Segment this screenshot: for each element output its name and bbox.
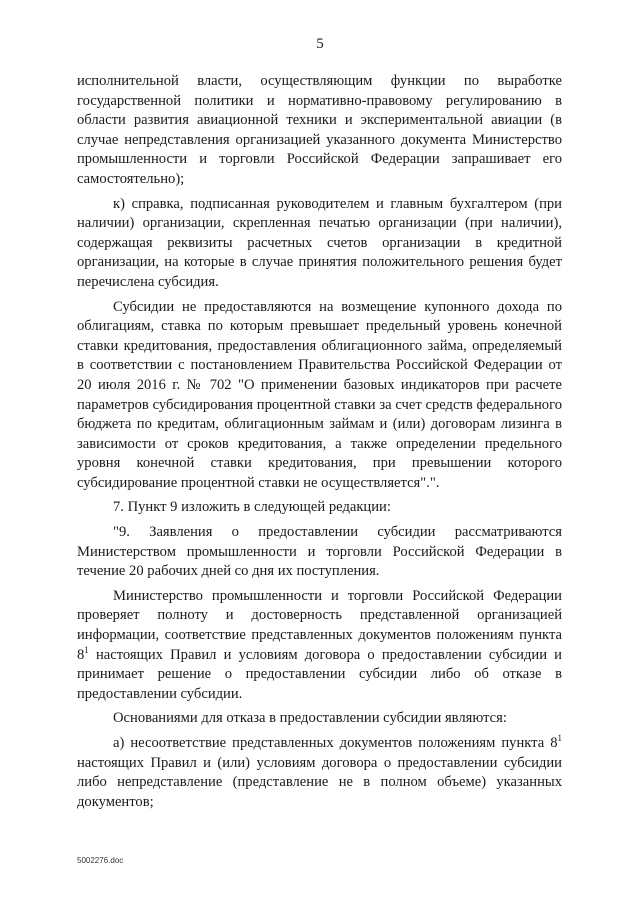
paragraph-subsidy-exclusion: Субсидии не предоставляются на возмещение купонного дохода по облигациям, ставка по которым превышает предельный уровень конечной ставки кредитования, предоставления облигационного займа, определяемый в соответствии с постановлением Правительства Российской Федерации от 20 июля 2016 г. № 702 "О применении базовых индикаторов при расчете параметров субсидирования процентной ставки за счет средств федерального бюджета по кредитам, облигационным займам и (или) договорам лизинга в зависимости от сроков кредитования, а также определении предельного уровня конечной ставки кредитования, при превышении которого субсидирование процентной ставки не осуществляется".". (77, 298, 562, 491)
paragraph-continuation: исполнительной власти, осуществляющим функции по выработке государственной политики и нормативно-правовому регулированию в области развития авиационной техники и экспериментальной авиации (в случае непредставления организацией указанного документа Министерство промышленности и торговли Российской Федерации запрашивает его самостоятельно); (77, 73, 562, 187)
superscript-1: 1 (557, 733, 562, 743)
document-body (77, 72, 562, 812)
paragraph-item-a-text-b: настоящих Правил и (или) условиям договора о предоставлении субсидии либо непредставление (представление не в полном объеме) указанных документов; (77, 754, 562, 810)
paragraph-refusal-grounds: Основаниями для отказа в предоставлении субсидии являются: (113, 710, 507, 727)
superscript-1: 1 (84, 644, 89, 655)
document-footer: 5002276.doc (77, 856, 124, 865)
paragraph-amendment-7: 7. Пункт 9 изложить в следующей редакции: (113, 499, 391, 516)
paragraph-item-a (77, 734, 562, 812)
paragraph-ministry-review (77, 587, 562, 705)
paragraph-item-a-text-a: а) несоответствие представленных документов положениям пункта 8 (113, 735, 558, 751)
paragraph-ministry-review-text-a: Министерство промышленности и торговли Российской Федерации проверяет полноту и достоверность представленной организацией информации, соответствие представленных документов положениям пункта 8 (77, 587, 562, 663)
paragraph-ministry-review-text-b: настоящих Правил и условиям договора о предоставлении субсидии и принимает решение о предоставлении субсидии либо об отказе в предоставлении субсидии. (77, 646, 562, 702)
page-number: 5 (316, 36, 324, 52)
paragraph-point-9: "9. Заявления о предоставлении субсидии рассматриваются Министерством промышленности и торговли Российской Федерации в течение 20 рабочих дней со дня их поступления. (77, 524, 562, 580)
paragraph-item-k: к) справка, подписанная руководителем и главным бухгалтером (при наличии) организации, скрепленная печатью организации (при наличии), содержащая реквизиты расчетных счетов организации в кредитной организации, на которые в случае принятия положительного решения будет перечислена субсидия. (77, 195, 562, 290)
